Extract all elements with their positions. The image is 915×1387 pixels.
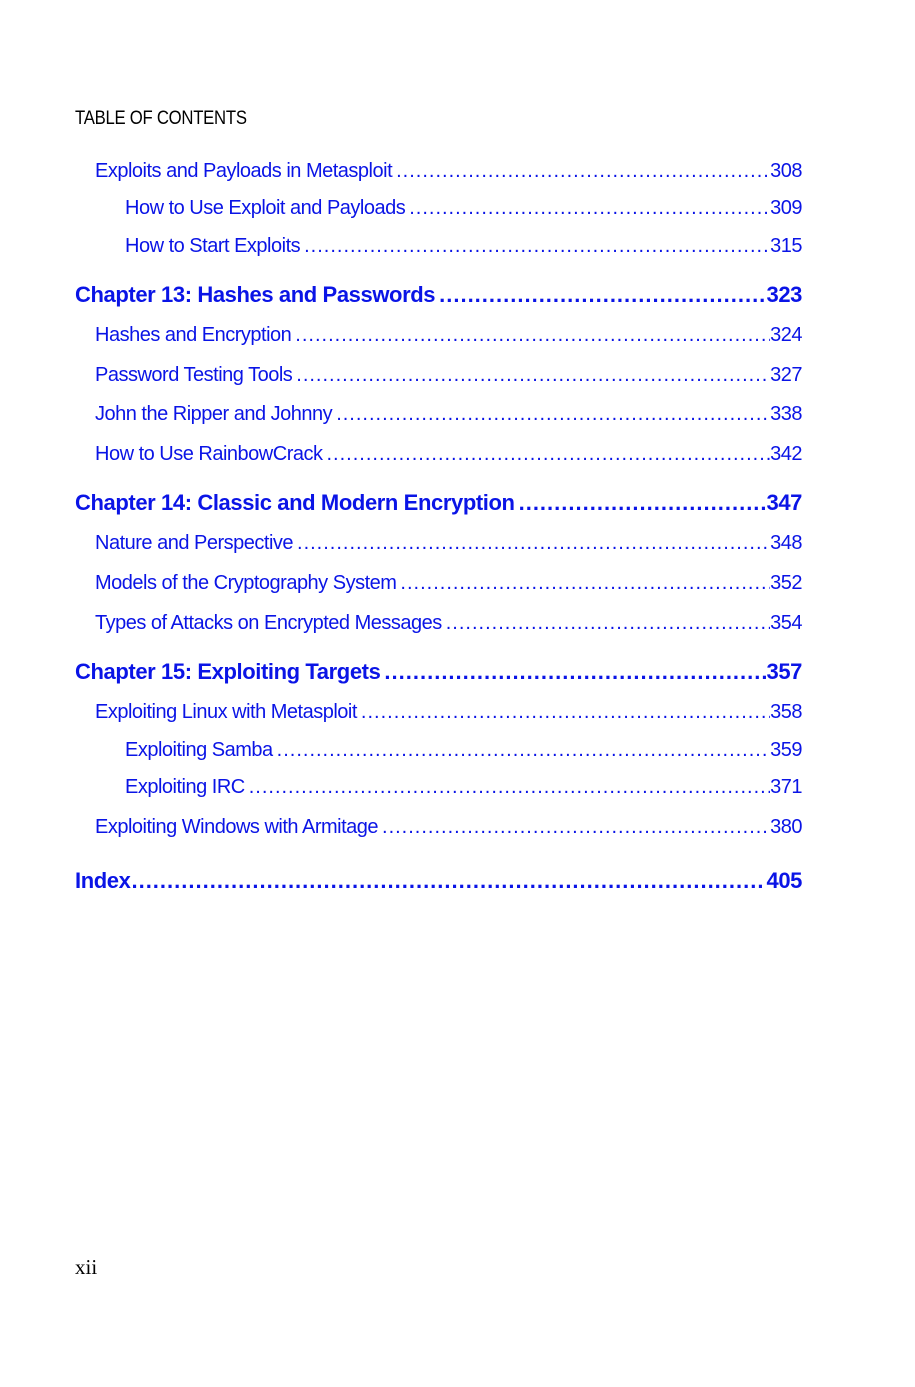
toc-entry-title: Index — [75, 868, 131, 893]
toc-entry-title: Models of the Cryptography System — [95, 572, 397, 594]
toc-entry-title: Types of Attacks on Encrypted Messages — [95, 612, 442, 634]
toc-entry-how-to-use-exploit[interactable] — [125, 195, 802, 221]
toc-entry-password-testing-tools[interactable] — [95, 362, 802, 388]
toc-entry-title: Exploiting Linux with Metasploit — [95, 701, 357, 723]
dot-leader — [439, 281, 766, 309]
dot-leader — [519, 489, 767, 517]
toc-chapter-15[interactable] — [75, 658, 802, 686]
dot-leader — [409, 195, 770, 221]
toc-entry-page: 347 — [766, 490, 802, 515]
toc-entry-exploiting-samba[interactable] — [125, 737, 802, 763]
toc-entry-title: Nature and Perspective — [95, 532, 294, 554]
dot-leader — [249, 774, 770, 800]
toc-chapter-13[interactable] — [75, 281, 802, 309]
dot-leader — [336, 401, 770, 427]
toc-entry-page: 358 — [770, 701, 802, 723]
toc-entry-title: John the Ripper and Johnny — [95, 403, 333, 425]
dot-leader — [295, 322, 770, 348]
toc-entry-title: Chapter 14: Classic and Modern Encryption — [75, 490, 515, 515]
dot-leader — [296, 362, 770, 388]
toc-entry-page: 348 — [770, 532, 802, 554]
toc-entry-page: 342 — [770, 443, 802, 465]
toc-entry-page: 309 — [770, 197, 802, 219]
toc-entry-page: 323 — [766, 282, 802, 307]
dot-leader — [297, 530, 770, 556]
toc-chapter-14[interactable] — [75, 489, 802, 517]
dot-leader — [304, 233, 770, 259]
toc-entry-title: Exploits and Payloads in Metasploit — [95, 160, 393, 182]
toc-entry-title: Exploiting Windows with Armitage — [95, 816, 379, 838]
toc-entry-nature-and-perspective[interactable] — [95, 530, 802, 556]
toc-entry-how-to-start-exploits[interactable] — [125, 233, 802, 259]
page-number: xii — [75, 1255, 98, 1279]
toc-entry-page: 352 — [770, 572, 802, 594]
toc-entry-hashes-and-encryption[interactable] — [95, 322, 802, 348]
toc-entry-page: 324 — [770, 324, 802, 346]
running-header: TABLE OF CONTENTS — [75, 108, 247, 129]
toc-entry-page: 405 — [766, 868, 802, 893]
toc-entry-page: 380 — [770, 816, 802, 838]
toc-entry-title: Chapter 15: Exploiting Targets — [75, 659, 381, 684]
dot-leader — [384, 658, 766, 686]
toc-index[interactable] — [75, 867, 802, 895]
dot-leader — [277, 737, 770, 763]
toc-entry-title: Exploiting Samba — [125, 739, 273, 761]
toc-entry-page: 359 — [770, 739, 802, 761]
toc-entry-title: Hashes and Encryption — [95, 324, 292, 346]
dot-leader — [400, 570, 770, 596]
toc-entry-page: 308 — [770, 160, 802, 182]
toc-entry-page: 327 — [770, 364, 802, 386]
toc-entry-rainbowcrack[interactable] — [95, 441, 802, 467]
dot-leader — [326, 441, 770, 467]
toc-entry-exploiting-linux[interactable] — [95, 699, 802, 725]
toc-entry-page: 357 — [766, 659, 802, 684]
toc-entry-title: How to Use Exploit and Payloads — [125, 197, 406, 219]
toc-entry-title: Password Testing Tools — [95, 364, 293, 386]
dot-leader — [396, 158, 770, 184]
toc-entry-types-of-attacks[interactable] — [95, 610, 802, 636]
toc-entry-exploits-and-payloads[interactable] — [95, 158, 802, 184]
toc-entry-page: 315 — [770, 235, 802, 257]
toc-entry-page: 338 — [770, 403, 802, 425]
dot-leader — [382, 814, 770, 840]
toc-entry-exploiting-irc[interactable] — [125, 774, 802, 800]
dot-leader — [131, 867, 766, 895]
dot-leader — [446, 610, 770, 636]
toc-entry-john-the-ripper[interactable] — [95, 401, 802, 427]
toc-entry-title: Chapter 13: Hashes and Passwords — [75, 282, 436, 307]
toc-entry-title: Exploiting IRC — [125, 776, 245, 798]
toc-entry-exploiting-windows[interactable] — [95, 814, 802, 840]
toc-entry-page: 354 — [770, 612, 802, 634]
toc-entry-title: How to Use RainbowCrack — [95, 443, 323, 465]
toc-entry-page: 371 — [770, 776, 802, 798]
dot-leader — [361, 699, 770, 725]
toc-entry-cryptography-models[interactable] — [95, 570, 802, 596]
toc-entry-title: How to Start Exploits — [125, 235, 301, 257]
